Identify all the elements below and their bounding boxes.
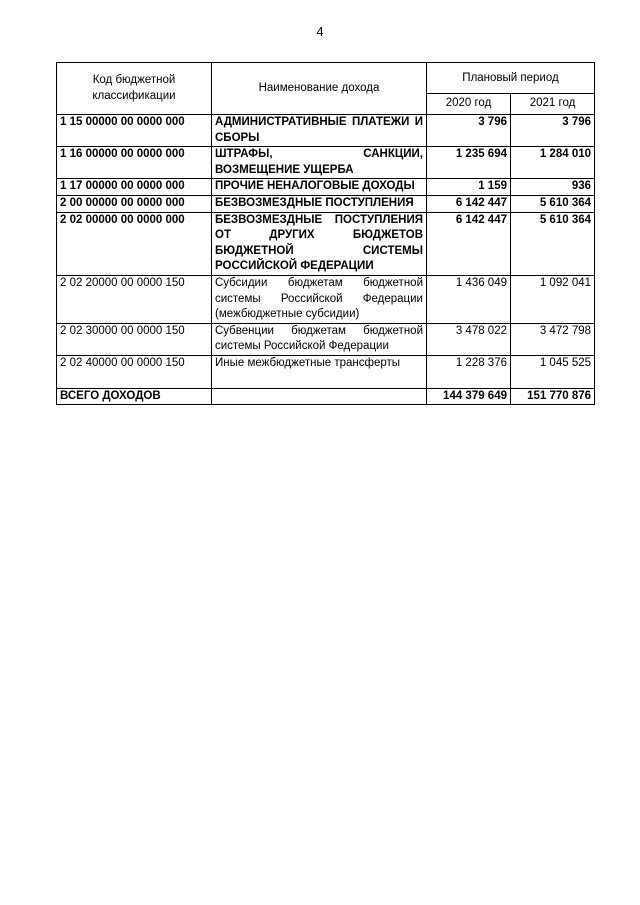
page-number: 4 — [316, 24, 324, 39]
row-value-2020: 6 142 447 — [427, 212, 511, 275]
table-row — [57, 195, 595, 212]
row-name: АДМИНИСТРАТИВНЫЕ ПЛАТЕЖИ И СБОРЫ — [212, 115, 427, 147]
header-year-2020: 2020 год — [427, 94, 511, 115]
row-name: БЕЗВОЗМЕЗДНЫЕ ПОСТУПЛЕНИЯ — [212, 195, 427, 212]
table-row — [57, 323, 595, 355]
table-row — [57, 115, 595, 147]
header-name: Наименование дохода — [212, 63, 427, 115]
header-year-2021: 2021 год — [511, 94, 595, 115]
row-name: ПРОЧИЕ НЕНАЛОГОВЫЕ ДОХОДЫ — [212, 179, 427, 196]
table-row — [57, 179, 595, 196]
row-value-2021: 1 284 010 — [511, 147, 595, 179]
row-code: 2 02 30000 00 0000 150 — [57, 323, 212, 355]
row-code: 2 02 20000 00 0000 150 — [57, 275, 212, 323]
total-row — [57, 388, 595, 405]
row-value-2021: 936 — [511, 179, 595, 196]
row-code: 2 02 00000 00 0000 000 — [57, 212, 212, 275]
row-value-2021: 3 796 — [511, 115, 595, 147]
row-value-2020: 1 159 — [427, 179, 511, 196]
table-row — [57, 212, 595, 275]
row-value-2020: 1 436 049 — [427, 275, 511, 323]
row-code: 1 15 00000 00 0000 000 — [57, 115, 212, 147]
header-plan-period: Плановый период — [427, 63, 595, 94]
total-value-2021: 151 770 876 — [511, 388, 595, 405]
row-code: 2 00 00000 00 0000 000 — [57, 195, 212, 212]
row-name: ШТРАФЫ, САНКЦИИ, ВОЗМЕЩЕНИЕ УЩЕРБА — [212, 147, 427, 179]
row-code: 1 17 00000 00 0000 000 — [57, 179, 212, 196]
total-label: ВСЕГО ДОХОДОВ — [57, 388, 212, 405]
row-code: 1 16 00000 00 0000 000 — [57, 147, 212, 179]
row-value-2020: 1 235 694 — [427, 147, 511, 179]
row-value-2020: 3 796 — [427, 115, 511, 147]
row-value-2021: 1 092 041 — [511, 275, 595, 323]
row-name: Иные межбюджетные трансферты — [212, 355, 427, 388]
total-empty-cell — [212, 388, 427, 405]
row-value-2020: 6 142 447 — [427, 195, 511, 212]
total-value-2020: 144 379 649 — [427, 388, 511, 405]
header-code: Код бюджетной классификации — [57, 63, 212, 115]
row-value-2021: 1 045 525 — [511, 355, 595, 388]
row-name: БЕЗВОЗМЕЗДНЫЕ ПОСТУПЛЕНИЯ ОТ ДРУГИХ БЮДЖЕТОВ БЮДЖЕТНОЙ СИСТЕМЫ РОССИЙСКОЙ ФЕДЕРАЦИИ — [212, 212, 427, 275]
row-name: Субвенции бюджетам бюджетной системы Российской Федерации — [212, 323, 427, 355]
table-row — [57, 275, 595, 323]
row-value-2021: 3 472 798 — [511, 323, 595, 355]
row-value-2020: 1 228 376 — [427, 355, 511, 388]
row-name: Субсидии бюджетам бюджетной системы Российской Федерации (межбюджетные субсидии) — [212, 275, 427, 323]
row-value-2020: 3 478 022 — [427, 323, 511, 355]
row-code: 2 02 40000 00 0000 150 — [57, 355, 212, 388]
table-row — [57, 355, 595, 388]
table-row — [57, 147, 595, 179]
revenue-table — [56, 62, 595, 405]
row-value-2021: 5 610 364 — [511, 212, 595, 275]
row-value-2021: 5 610 364 — [511, 195, 595, 212]
